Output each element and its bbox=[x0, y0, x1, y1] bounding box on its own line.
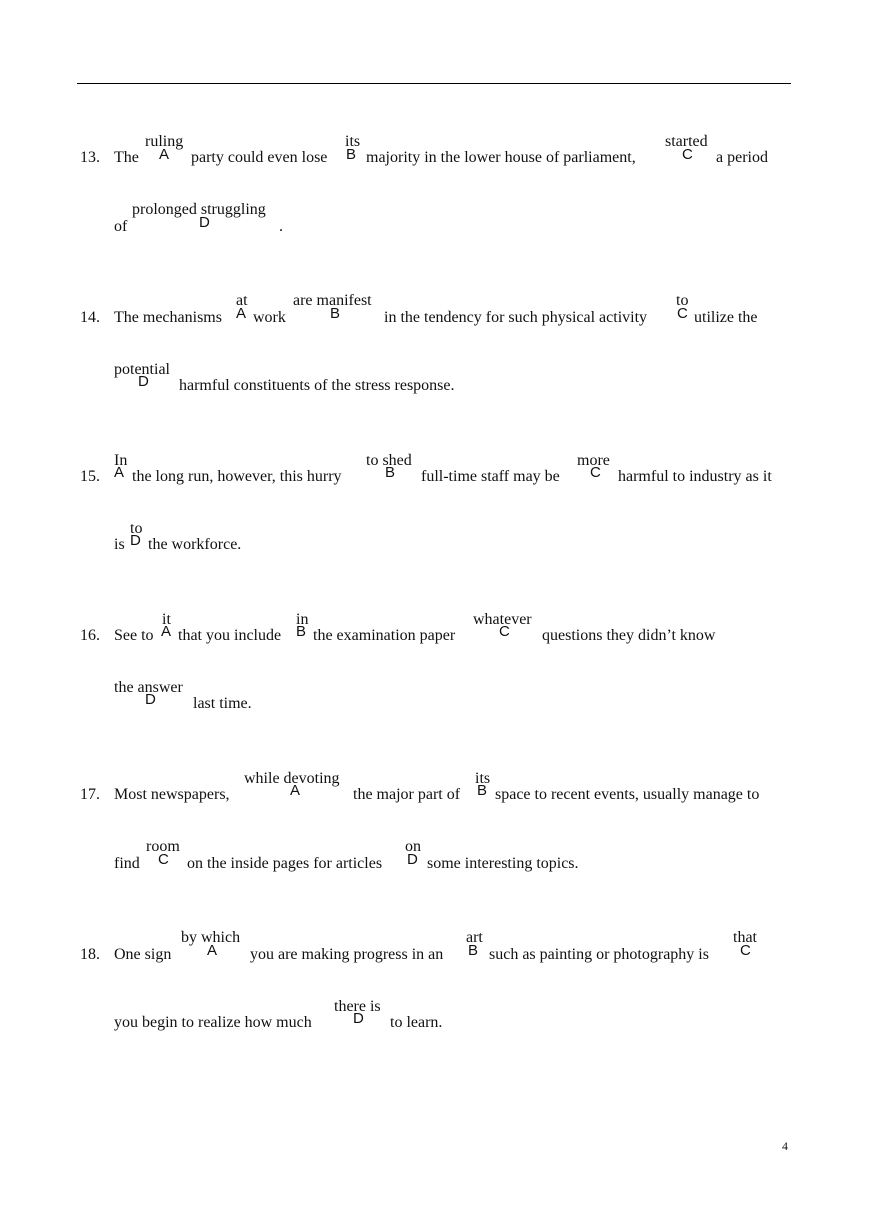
question-text: harmful to industry as it bbox=[618, 468, 772, 485]
option-b-label: B bbox=[296, 623, 307, 640]
option-b-label: B bbox=[468, 942, 479, 959]
question-text: harmful constituents of the stress response. bbox=[179, 377, 455, 394]
option-a-text: ruling bbox=[145, 133, 184, 150]
question-text: The bbox=[114, 149, 139, 166]
option-c-text: whatever bbox=[473, 611, 532, 628]
option-b-label: B bbox=[477, 782, 488, 799]
question-text: full-time staff may be bbox=[421, 468, 560, 485]
question-text: the major part of bbox=[353, 786, 461, 803]
option-d-label: D bbox=[130, 532, 141, 549]
header-rule bbox=[77, 83, 791, 84]
question-text: majority in the lower house of parliament, bbox=[366, 149, 636, 166]
option-b-label: B bbox=[330, 305, 341, 322]
option-a-text: while devoting bbox=[244, 770, 340, 787]
page-number: 4 bbox=[782, 1139, 788, 1153]
option-c-label: C bbox=[682, 146, 693, 163]
question-number: 16. bbox=[80, 627, 100, 644]
option-c-label: C bbox=[499, 623, 510, 640]
option-c-label: C bbox=[158, 851, 169, 868]
question-text: to learn. bbox=[390, 1014, 443, 1031]
option-a-text: at bbox=[236, 292, 248, 309]
option-a-label: A bbox=[159, 146, 170, 163]
option-a-text: In bbox=[114, 452, 128, 469]
option-b-text: its bbox=[475, 770, 491, 787]
question-text: the long run, however, this hurry bbox=[132, 468, 342, 485]
option-d-label: D bbox=[407, 851, 418, 868]
option-a-text: by which bbox=[181, 929, 241, 946]
question-text: is bbox=[114, 536, 125, 553]
option-b-text: its bbox=[345, 133, 361, 150]
option-c-text: more bbox=[577, 452, 610, 469]
option-b-text: to shed bbox=[366, 452, 412, 469]
option-b-label: B bbox=[346, 146, 357, 163]
question-text: on the inside pages for articles bbox=[187, 855, 383, 872]
question-text: questions they didn’t know bbox=[542, 627, 716, 644]
option-d-text: there is bbox=[334, 998, 381, 1015]
question-text: of bbox=[114, 218, 128, 235]
question-text: Most newspapers, bbox=[114, 786, 230, 803]
option-d-label: D bbox=[199, 214, 210, 231]
question-text: some interesting topics. bbox=[427, 855, 579, 872]
option-a-label: A bbox=[236, 305, 247, 322]
question-text: the workforce. bbox=[148, 536, 242, 553]
option-d-label: D bbox=[145, 691, 156, 708]
question-number: 18. bbox=[80, 946, 100, 963]
question-number: 14. bbox=[80, 309, 100, 326]
question-text: last time. bbox=[193, 695, 252, 712]
option-d-text: prolonged struggling bbox=[132, 201, 266, 218]
option-b-label: B bbox=[385, 464, 396, 481]
question-text: the examination paper bbox=[313, 627, 456, 644]
question-text: find bbox=[114, 855, 140, 872]
option-b-text: in bbox=[296, 611, 309, 628]
question-number: 15. bbox=[80, 468, 100, 485]
option-d-text: the answer bbox=[114, 679, 183, 696]
question-text: See to bbox=[114, 627, 154, 644]
question-text: space to recent events, usually manage to bbox=[495, 786, 760, 803]
question-text: . bbox=[279, 218, 283, 235]
question-text: party could even lose bbox=[191, 149, 328, 166]
option-a-label: A bbox=[290, 782, 301, 799]
option-d-text: to bbox=[130, 520, 143, 537]
question-number: 13. bbox=[80, 149, 100, 166]
option-b-text: art bbox=[466, 929, 483, 946]
question-number: 17. bbox=[80, 786, 100, 803]
question-text: utilize the bbox=[694, 309, 758, 326]
option-d-text: on bbox=[405, 838, 421, 855]
option-c-label: C bbox=[677, 305, 688, 322]
option-a-label: A bbox=[207, 942, 218, 959]
option-c-label: C bbox=[590, 464, 601, 481]
option-d-label: D bbox=[138, 373, 149, 390]
option-b-text: are manifest bbox=[293, 292, 372, 309]
option-a-text: it bbox=[162, 611, 171, 628]
option-c-text: room bbox=[146, 838, 180, 855]
question-text: The mechanisms bbox=[114, 309, 222, 326]
option-c-label: C bbox=[740, 942, 751, 959]
question-text: One sign bbox=[114, 946, 172, 963]
option-d-text: potential bbox=[114, 361, 170, 378]
question-text: a period bbox=[716, 149, 768, 166]
question-text: you are making progress in an bbox=[250, 946, 444, 963]
question-text: in the tendency for such physical activity bbox=[384, 309, 648, 326]
question-text: such as painting or photography is bbox=[489, 946, 709, 963]
option-c-text: started bbox=[665, 133, 708, 150]
option-c-text: to bbox=[676, 292, 689, 309]
option-a-label: A bbox=[161, 623, 172, 640]
question-text: work bbox=[253, 309, 286, 326]
question-text: that you include bbox=[178, 627, 282, 644]
option-a-label: A bbox=[114, 464, 125, 481]
question-text: you begin to realize how much bbox=[114, 1014, 312, 1031]
option-d-label: D bbox=[353, 1010, 364, 1027]
option-c-text: that bbox=[733, 929, 757, 946]
